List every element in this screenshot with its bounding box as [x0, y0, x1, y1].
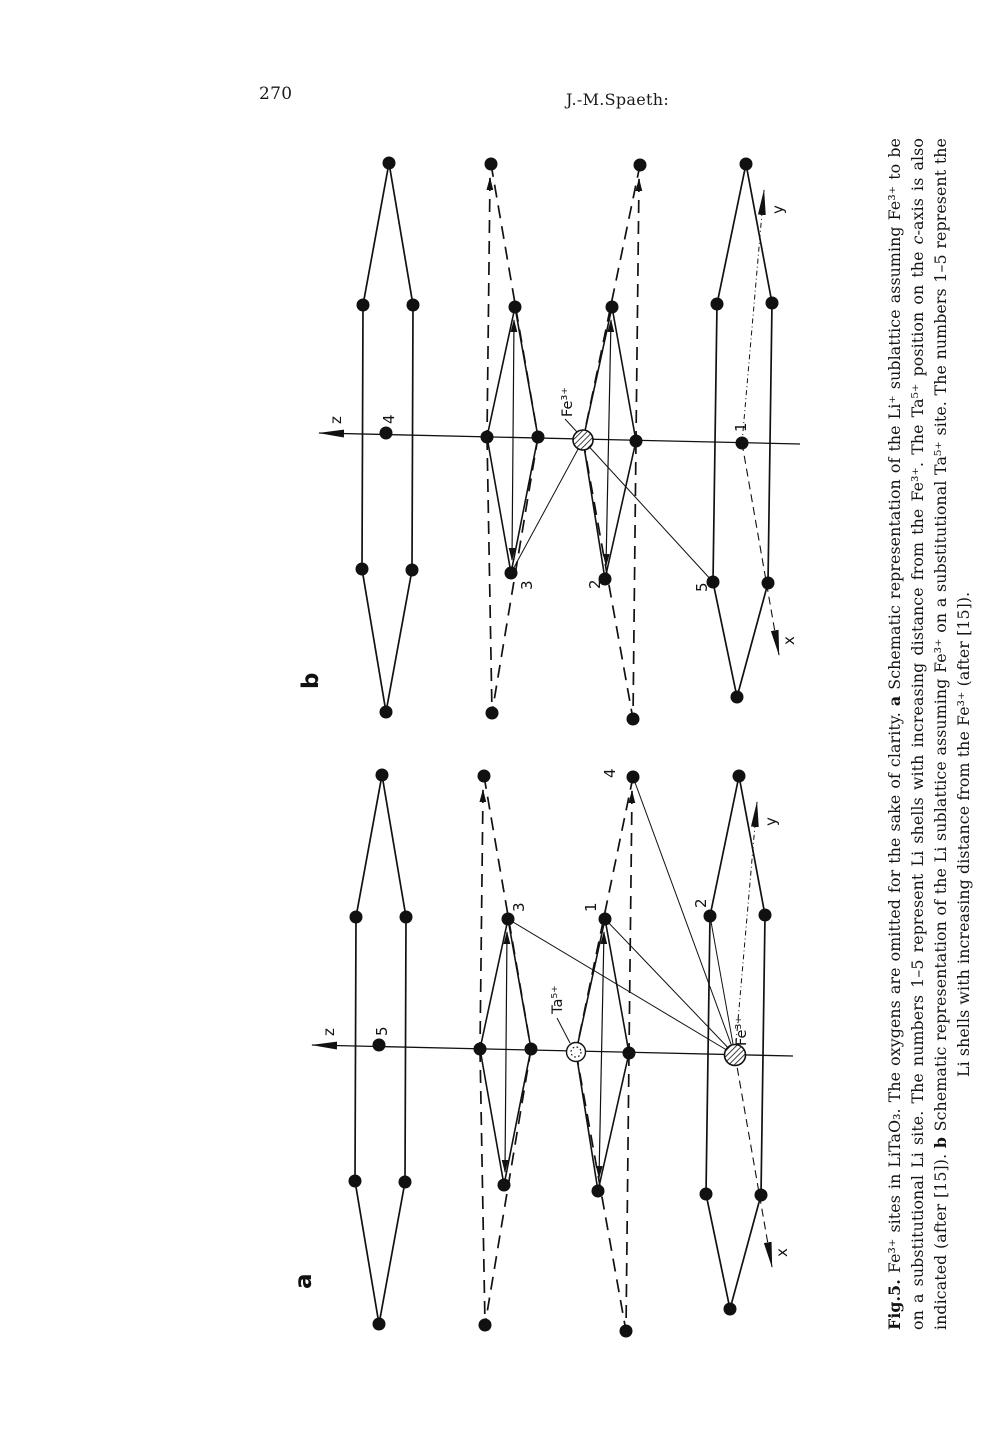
panel-a — [291, 768, 793, 1337]
ta-ion-label: Ta⁵⁺ — [550, 985, 566, 1014]
shell-label-2: 2 — [586, 579, 604, 589]
shell-label-2: 2 — [692, 898, 710, 908]
caption-text-segment: Schematic representation of the Li⁺ sublattice assuming Fe³⁺ to be — [885, 138, 904, 696]
page-number: 270 — [259, 84, 293, 104]
caption-line-4 — [953, 592, 974, 1077]
fe-shell2-line — [710, 916, 735, 1055]
panel-b-label: b — [298, 672, 324, 689]
caption-text-segment: c — [908, 235, 927, 245]
running-head: J.-M.Spaeth: — [566, 90, 670, 109]
ta-ion-circle — [567, 1043, 586, 1062]
ta-label-pointer — [557, 1018, 570, 1043]
fe-ion-circle — [725, 1045, 746, 1066]
fe-ion-circle — [573, 430, 593, 450]
fe-ion-label: Fe³⁺ — [734, 1016, 750, 1046]
shell-label-5: 5 — [373, 1026, 391, 1036]
fe-shell1-line — [605, 919, 735, 1055]
caption-text-segment: Fig.5. — [885, 1279, 904, 1330]
caption-text-segment: Fe³⁺ sites in LiTaO₃. The oxygens are omitted for the sake of clarity. — [885, 706, 904, 1280]
fe-shell4-line — [633, 777, 735, 1055]
fe-shell3-line — [511, 440, 583, 573]
caption-text-segment: indicated (after [15]). — [931, 1148, 950, 1330]
shell-label-1: 1 — [582, 902, 600, 912]
caption-text-segment: Li shells with increasing distance from the Fe³⁺ (after [15]). — [954, 591, 973, 1077]
caption-text-segment: Schematic representation of the Li sublattice assuming Fe³⁺ on a substitutional Ta⁵⁺ site. The numbers 1–5 represent the — [931, 138, 950, 1137]
li-ion-dot — [736, 437, 749, 450]
caption-line-2 — [907, 138, 928, 1330]
caption-line-1 — [884, 138, 905, 1330]
shell-label-5: 5 — [693, 582, 711, 592]
shell-label-3: 3 — [518, 580, 536, 590]
panel-a-label: a — [291, 1273, 317, 1289]
fe-ion-label: Fe³⁺ — [560, 387, 576, 417]
z-axis-label: z — [320, 1028, 338, 1036]
caption-text-segment: a — [885, 695, 904, 707]
caption-text-segment: b — [931, 1136, 950, 1149]
shell-label-4: 4 — [601, 768, 619, 778]
x-axis-label: x — [773, 1248, 791, 1257]
panel-b — [298, 157, 800, 726]
caption-line-3 — [930, 138, 951, 1330]
caption-text-segment: -axis is also — [908, 137, 927, 236]
caption-text-segment: on a substitutional Li site. The numbers 1–5 represent Li shells with increasing distance from the Fe³⁺. The Ta⁵⁺ position on the — [908, 244, 927, 1330]
fe-shell3-line — [508, 919, 735, 1055]
fe-label-pointer — [565, 419, 577, 432]
shell-label-1: 1 — [732, 422, 750, 432]
shell-label-3: 3 — [510, 902, 528, 912]
y-axis-label: y — [769, 205, 787, 214]
z-axis-label: z — [327, 416, 345, 424]
y-axis-label: y — [762, 817, 780, 826]
x-axis-label: x — [780, 636, 798, 645]
shell-label-4: 4 — [380, 414, 398, 424]
